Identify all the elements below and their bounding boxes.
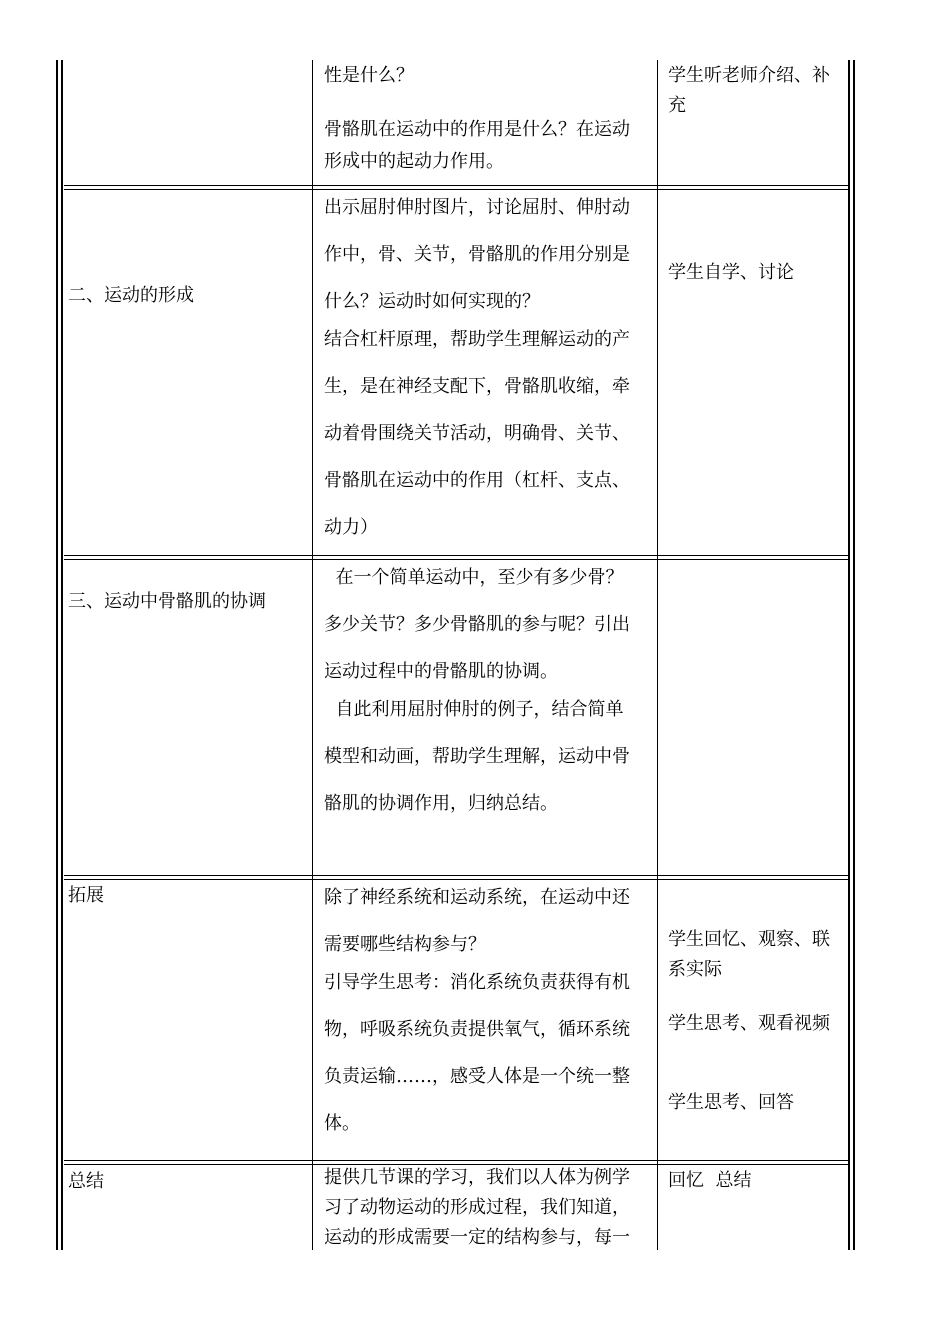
table-right-border-inner	[848, 60, 850, 1250]
row-3-right	[668, 926, 846, 1117]
row-2-left	[68, 588, 308, 616]
row-1-middle-line: 结合杠杆原理，帮助学生理解运动的产	[324, 329, 630, 350]
row-0-middle-line: 骨骼肌在运动中的作用是什么？在运动	[324, 119, 630, 140]
row-3-left	[68, 882, 308, 910]
row-divider-3	[64, 875, 848, 880]
row-1-middle-line: 骨骼肌在运动中的作用（杠杆、支点、	[324, 470, 630, 491]
row-1-middle-line: 出示屈肘伸肘图片，讨论屈肘、伸肘动	[324, 197, 630, 218]
row-3-middle	[324, 884, 654, 1138]
row-1-right-line: 学生自学、讨论	[668, 262, 794, 283]
row-1-middle	[324, 194, 654, 542]
row-4-middle-line: 提供几节课的学习，我们以人体为例学	[324, 1167, 630, 1188]
row-3-middle-line: 体。	[324, 1113, 360, 1134]
section-heading: 总结	[68, 1171, 104, 1192]
row-1-middle-line: 生，是在神经支配下，骨骼肌收缩，牵	[324, 376, 630, 397]
table-left-border-outer	[56, 60, 58, 1250]
row-1-left	[68, 282, 308, 310]
row-2-middle-line: 骼肌的协调作用，归纳总结。	[324, 793, 558, 814]
row-divider-1	[64, 185, 848, 190]
column-divider-1	[312, 60, 313, 1250]
row-3-right-line: 学生回忆、观察、联	[668, 929, 830, 950]
row-2-middle-line: 模型和动画，帮助学生理解，运动中骨	[324, 746, 630, 767]
row-0-middle-line: 形成中的起动力作用。	[324, 151, 504, 172]
row-3-right-line: 学生思考、回答	[668, 1092, 794, 1113]
row-4-middle-line: 习了动物运动的形成过程，我们知道，	[324, 1197, 630, 1218]
section-heading: 三、运动中骨骼肌的协调	[68, 591, 266, 612]
row-4-left	[68, 1168, 308, 1196]
row-3-middle-line: 引导学生思考：消化系统负责获得有机	[324, 972, 630, 993]
row-3-middle-line: 负责运输……，感受人体是一个统一整	[324, 1066, 630, 1087]
row-3-middle-line: 除了神经系统和运动系统，在运动中还	[324, 887, 630, 908]
row-0-middle-line: 性是什么？	[324, 65, 414, 86]
row-2-middle-line: 运动过程中的骨骼肌的协调。	[324, 661, 558, 682]
row-1-middle-line: 动力）	[324, 517, 378, 538]
row-3-right-line: 学生思考、观看视频	[668, 1013, 830, 1034]
row-2-middle-line: 多少关节？多少骨骼肌的参与呢？引出	[324, 614, 630, 635]
row-2-middle-line: 在一个简单运动中，至少有多少骨？	[324, 567, 624, 588]
row-0-right-line: 充	[668, 95, 686, 116]
row-4-middle	[324, 1164, 654, 1252]
row-4-right	[668, 1167, 846, 1195]
row-divider-2	[64, 555, 848, 560]
section-heading: 二、运动的形成	[68, 285, 194, 306]
row-1-middle-line: 什么？运动时如何实现的？	[324, 291, 540, 312]
column-divider-2	[657, 60, 658, 1250]
row-1-middle-line: 动着骨围绕关节活动，明确骨、关节、	[324, 423, 630, 444]
row-0-right	[668, 62, 846, 120]
table-right-border-outer	[853, 60, 855, 1250]
section-heading: 拓展	[68, 885, 104, 906]
table-left-border-inner	[61, 60, 63, 1250]
row-4-middle-line: 运动的形成需要一定的结构参与，每一	[324, 1227, 630, 1248]
row-0-middle	[324, 62, 654, 176]
row-2-middle	[324, 564, 654, 818]
row-3-right-line: 系实际	[668, 959, 722, 980]
row-3-middle-line: 物，呼吸系统负责提供氧气，循环系统	[324, 1019, 630, 1040]
row-1-middle-line: 作中，骨、关节，骨骼肌的作用分别是	[324, 244, 630, 265]
row-3-middle-line: 需要哪些结构参与？	[324, 934, 486, 955]
row-1-right	[668, 259, 846, 287]
row-4-right-line: 回忆 总结	[668, 1170, 752, 1191]
row-0-right-line: 学生听老师介绍、补	[668, 65, 830, 86]
row-2-middle-line: 自此利用屈肘伸肘的例子，结合简单	[324, 699, 624, 720]
